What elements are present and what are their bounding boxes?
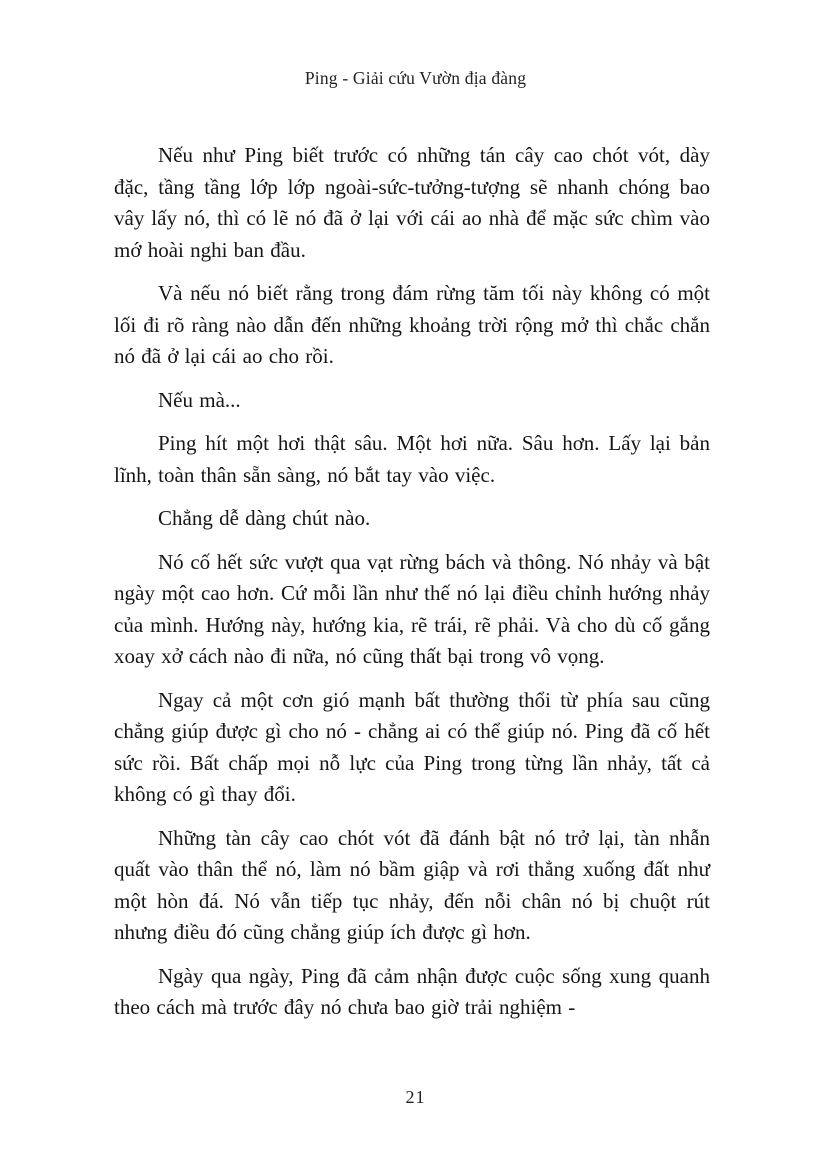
- paragraph: Và nếu nó biết rằng trong đám rừng tăm tối này không có một lối đi rõ ràng nào dẫn đến những khoảng trời rộng mở thì chắc chắn nó đã ở lại cái ao cho rồi.: [114, 281, 710, 368]
- paragraph: Ngay cả một cơn gió mạnh bất thường thổi từ phía sau cũng chẳng giúp được gì cho nó - chẳng ai có thể giúp nó. Ping đã cố hết sức rồi. Bất chấp mọi nỗ lực của Ping trong từng lần nhảy, tất cả không có gì thay đổi.: [114, 687, 710, 806]
- paragraph: Nếu mà...: [158, 387, 241, 412]
- paragraph: Những tàn cây cao chót vót đã đánh bật nó trở lại, tàn nhẫn quất vào thân thể nó, làm nó bầm giập và rơi thẳng xuống đất như một hòn đá. Nó vẫn tiếp tục nhảy, đến nỗi chân nó bị chuột rút nhưng điều đó cũng chẳng giúp ích được gì hơn.: [114, 825, 710, 944]
- paragraph: Chẳng dễ dàng chút nào.: [158, 506, 371, 530]
- page-number: 21: [405, 1087, 426, 1107]
- paragraph: Ping hít một hơi thật sâu. Một hơi nữa. Sâu hơn. Lấy lại bản lĩnh, toàn thân sẵn sàng, nó bắt tay vào việc.: [114, 431, 710, 487]
- running-header: Ping - Giải cứu Vườn địa đàng: [304, 68, 527, 88]
- paragraph: Nếu như Ping biết trước có những tán cây cao chót vót, dày đặc, tầng tầng lớp lớp ngoài-sức-tưởng-tượng sẽ nhanh chóng bao vây lấy nó, thì có lẽ nó đã ở lại với cái ao nhà để mặc sức chìm vào mớ hoài nghi ban đầu.: [114, 143, 710, 262]
- page-text: [114, 140, 710, 1036]
- paragraph: Nó cố hết sức vượt qua vạt rừng bách và thông. Nó nhảy và bật ngày một cao hơn. Cứ mỗi lần như thế nó lại điều chỉnh hướng nhảy của mình. Hướng này, hướng kia, rẽ trái, rẽ phải. Và cho dù cố gắng xoay xở cách nào đi nữa, nó cũng thất bại trong vô vọng.: [114, 549, 710, 668]
- paragraph: Ngày qua ngày, Ping đã cảm nhận được cuộc sống xung quanh theo cách mà trước đây nó chưa bao giờ trải nghiệm -: [114, 963, 710, 1019]
